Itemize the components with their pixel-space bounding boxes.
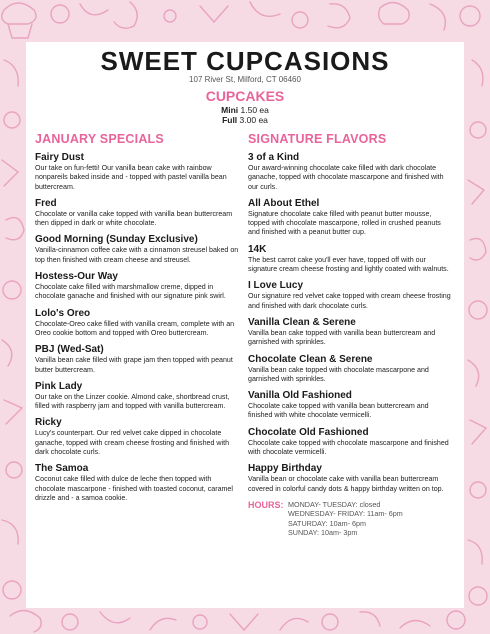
- menu-item: [35, 271, 239, 302]
- item-description: Coconut cake filled with dulce de leche then topped with chocolate mascarpone - finished with toasted coconut, caramel drizzle and - a samoa cookie.: [35, 475, 233, 502]
- full-label: Full: [222, 115, 238, 125]
- menu-item: [248, 463, 452, 494]
- menu-item: [248, 354, 452, 385]
- item-description: Vanilla bean or chocolate cake with vanilla bean buttercream covered in colorful candy dots & happy birthday written on top.: [248, 475, 444, 493]
- signature-flavors-column: [248, 132, 452, 537]
- mini-price-line: [26, 105, 464, 115]
- mini-label: Mini: [221, 105, 239, 115]
- menu-item: [35, 417, 239, 457]
- mini-price: 1.50 ea: [240, 105, 269, 115]
- menu-item: [35, 381, 239, 412]
- item-description: Signature chocolate cake filled with peanut butter mousse, topped with chocolate mascarpone, rolled in crushed peanuts and finished with a peanut butter cup.: [248, 209, 441, 237]
- item-name: Fred: [35, 197, 57, 209]
- hours-line: SATURDAY: 10am- 6pm: [288, 518, 367, 528]
- item-description: Chocolate cake topped with vanilla bean buttercream and finished with white chocolate vermicelli.: [248, 402, 429, 420]
- signature-flavors-heading: SIGNATURE FLAVORS: [248, 132, 387, 146]
- item-description: Chocolate or vanilla cake topped with vanilla bean buttercream then dipped in dark or white chocolate.: [35, 209, 233, 228]
- item-name: 3 of a Kind: [248, 152, 300, 163]
- item-name: Hostess-Our Way: [35, 271, 118, 283]
- menu-item: [248, 427, 452, 458]
- item-description: Chocolate-Oreo cake filled with vanilla cream, complete with an Oreo cookie bottom and topped with Oreo buttercream.: [35, 319, 235, 337]
- menu-item: [248, 317, 452, 348]
- item-name: Happy Birthday: [248, 463, 322, 475]
- item-description: Vanilla-cinnamon coffee cake with a cinnamon streusel baked on top then finished with cream cheese and streusel.: [35, 246, 239, 264]
- item-description: Vanilla bean cake topped with chocolate mascarpone and garnished with sprinkles.: [248, 365, 429, 383]
- cupcakes-heading: CUPCAKES: [205, 88, 285, 104]
- full-price: 3.00 ea: [239, 115, 268, 125]
- item-name: Lolo's Oreo: [35, 307, 91, 319]
- hours-line: MONDAY- TUESDAY: closed: [288, 499, 381, 509]
- menu-card: [26, 42, 464, 608]
- item-name: Vanilla Clean & Serene: [248, 316, 356, 328]
- item-name: 14K: [248, 243, 267, 255]
- january-specials-column: [35, 132, 239, 509]
- item-description: Our signature red velvet cake topped with cream cheese frosting and finished with dark chocolate curls.: [248, 292, 451, 310]
- item-description: The best carrot cake you'll ever have, topped off with our signature cream cheese frosting and lightly coated with walnuts.: [248, 255, 449, 274]
- hours-line: WEDNESDAY- FRIDAY: 11am- 6pm: [288, 509, 403, 519]
- menu-item: [248, 152, 452, 192]
- item-name: Fairy Dust: [35, 152, 84, 163]
- menu-item: [248, 198, 452, 238]
- item-name: I Love Lucy: [248, 280, 304, 292]
- item-description: Our take on fun-fetti! Our vanilla bean cake with rainbow nonpareils baked inside and - topped with pastel vanilla bean buttercream.: [35, 164, 227, 191]
- item-name: Ricky: [35, 417, 62, 429]
- item-description: Our take on the Linzer cookie. Almond cake, shortbread crust, filled with raspberry jam and topped with vanilla buttercream.: [35, 392, 230, 411]
- menu-item: [35, 308, 239, 339]
- menu-item: [35, 198, 239, 229]
- item-name: The Samoa: [35, 463, 89, 475]
- item-name: Pink Lady: [35, 380, 83, 392]
- item-description: Chocolate cake topped with chocolate mascarpone and finished with chocolate vermicelli.: [248, 438, 449, 457]
- shop-address: 107 River St, Milford, CT 06460: [189, 75, 301, 84]
- shop-title: SWEET CUPCASIONS: [100, 46, 390, 76]
- item-name: Chocolate Clean & Serene: [248, 353, 373, 365]
- item-description: Our award-winning chocolate cake filled with dark chocolate ganache, topped with chocolate mascarpone and finished with our curls.: [248, 164, 444, 191]
- full-price-line: [26, 115, 464, 125]
- menu-item: [248, 244, 452, 275]
- item-name: Chocolate Old Fashioned: [248, 426, 369, 438]
- item-name: Vanilla Old Fashioned: [248, 390, 352, 402]
- hours-list: [288, 500, 403, 537]
- hours-label: HOURS:: [248, 499, 284, 510]
- menu-item: [248, 280, 452, 311]
- item-name: All About Ethel: [248, 197, 320, 209]
- menu-item: [35, 152, 239, 192]
- menu-item: [35, 234, 239, 265]
- item-description: Vanilla bean cake filled with grape jam then topped with peanut butter buttercream.: [35, 356, 233, 374]
- menu-item: [35, 344, 239, 375]
- hours-block: [248, 500, 452, 537]
- item-description: Lucy's counterpart. Our red velvet cake dipped in chocolate ganache, topped with cream cheese frosting and finished with dark chocolate curls.: [35, 429, 230, 457]
- item-name: Good Morning (Sunday Exclusive): [35, 234, 198, 246]
- hours-line: SUNDAY: 10am- 3pm: [288, 527, 358, 537]
- january-specials-heading: JANUARY SPECIALS: [35, 132, 164, 146]
- menu-item: [248, 390, 452, 421]
- item-description: Vanilla bean cake topped with vanilla bean buttercream and garnished with sprinkles.: [248, 328, 436, 347]
- item-description: Chocolate cake filled with marshmallow creme, dipped in chocolate ganache and finished with our signature pink swirl.: [35, 283, 226, 301]
- menu-item: [35, 463, 239, 503]
- item-name: PBJ (Wed-Sat): [35, 344, 104, 356]
